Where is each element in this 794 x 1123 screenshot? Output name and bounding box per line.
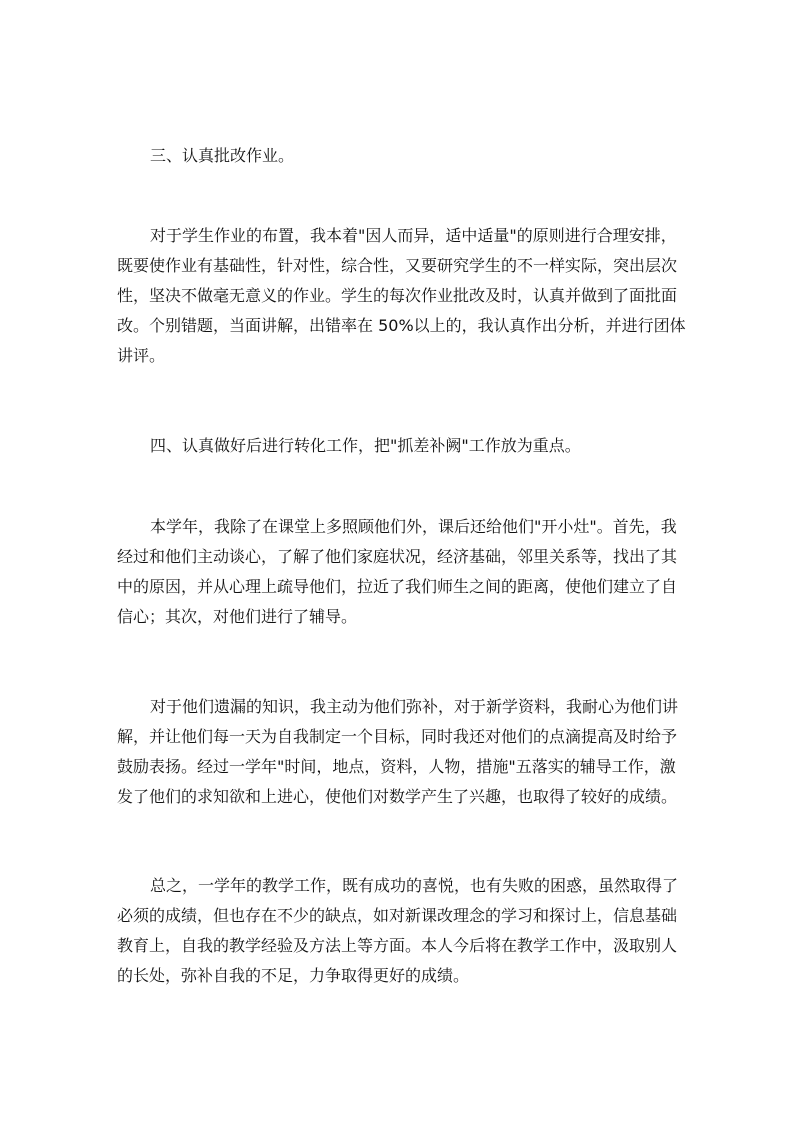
paragraph-extra-tutoring [117,512,677,632]
text-line: 解，并让他们每一天为自我制定一个目标，同时我还对他们的点滴提高及时给予 [117,727,678,746]
text-line: 教育上，自我的教学经验及方法上等方面。本人今后将在教学工作中，汲取别人 [117,936,678,955]
section-heading-grading-homework: 三、认真批改作业。 [150,146,295,165]
text-line: 改。个别错题，当面讲解，出错率在 50%以上的，我认真作出分析，并进行团体 [117,316,686,335]
text-line: 中的原因，并从心理上疏导他们，拉近了我们师生之间的距离，使他们建立了自 [117,577,678,596]
text-line: 发了他们的求知欲和上进心，使他们对数学产生了兴趣，也取得了较好的成绩。 [117,787,678,806]
text-line: 总之，一学年的教学工作，既有成功的喜悦，也有失败的困惑，虽然取得了 [150,876,679,895]
paragraph-knowledge-gaps [117,692,677,812]
paragraph-conclusion [117,871,677,991]
text-line: 鼓励表扬。经过一学年"时间，地点，资料，人物，措施"五落实的辅导工作，激 [117,757,676,776]
text-line: 经过和他们主动谈心，了解了他们家庭状况，经济基础，邻里关系等，找出了其 [117,547,678,566]
text-line: 讲评。 [117,346,166,365]
text-line: 性，坚决不做毫无意义的作业。学生的每次作业批改及时，认真并做到了面批面 [117,286,678,305]
text-line: 本学年，我除了在课堂上多照顾他们外，课后还给他们"开小灶"。首先，我 [150,517,677,536]
text-line: 既要使作业有基础性，针对性，综合性，又要研究学生的不一样实际，突出层次 [117,256,678,275]
section-heading-underperformers: 四、认真做好后进行转化工作，把"抓差补阙"工作放为重点。 [150,436,581,455]
paragraph-homework-assignment [117,221,686,371]
text-line: 信心；其次，对他们进行了辅导。 [117,607,358,626]
text-line: 对于学生作业的布置，我本着"因人而异，适中适量"的原则进行合理安排， [150,226,677,245]
text-line: 对于他们遗漏的知识，我主动为他们弥补，对于新学资料，我耐心为他们讲 [150,697,679,716]
text-line: 必须的成绩，但也存在不少的缺点，如对新课改理念的学习和探讨上，信息基础 [117,906,678,925]
text-line: 的长处，弥补自我的不足，力争取得更好的成绩。 [117,966,470,985]
